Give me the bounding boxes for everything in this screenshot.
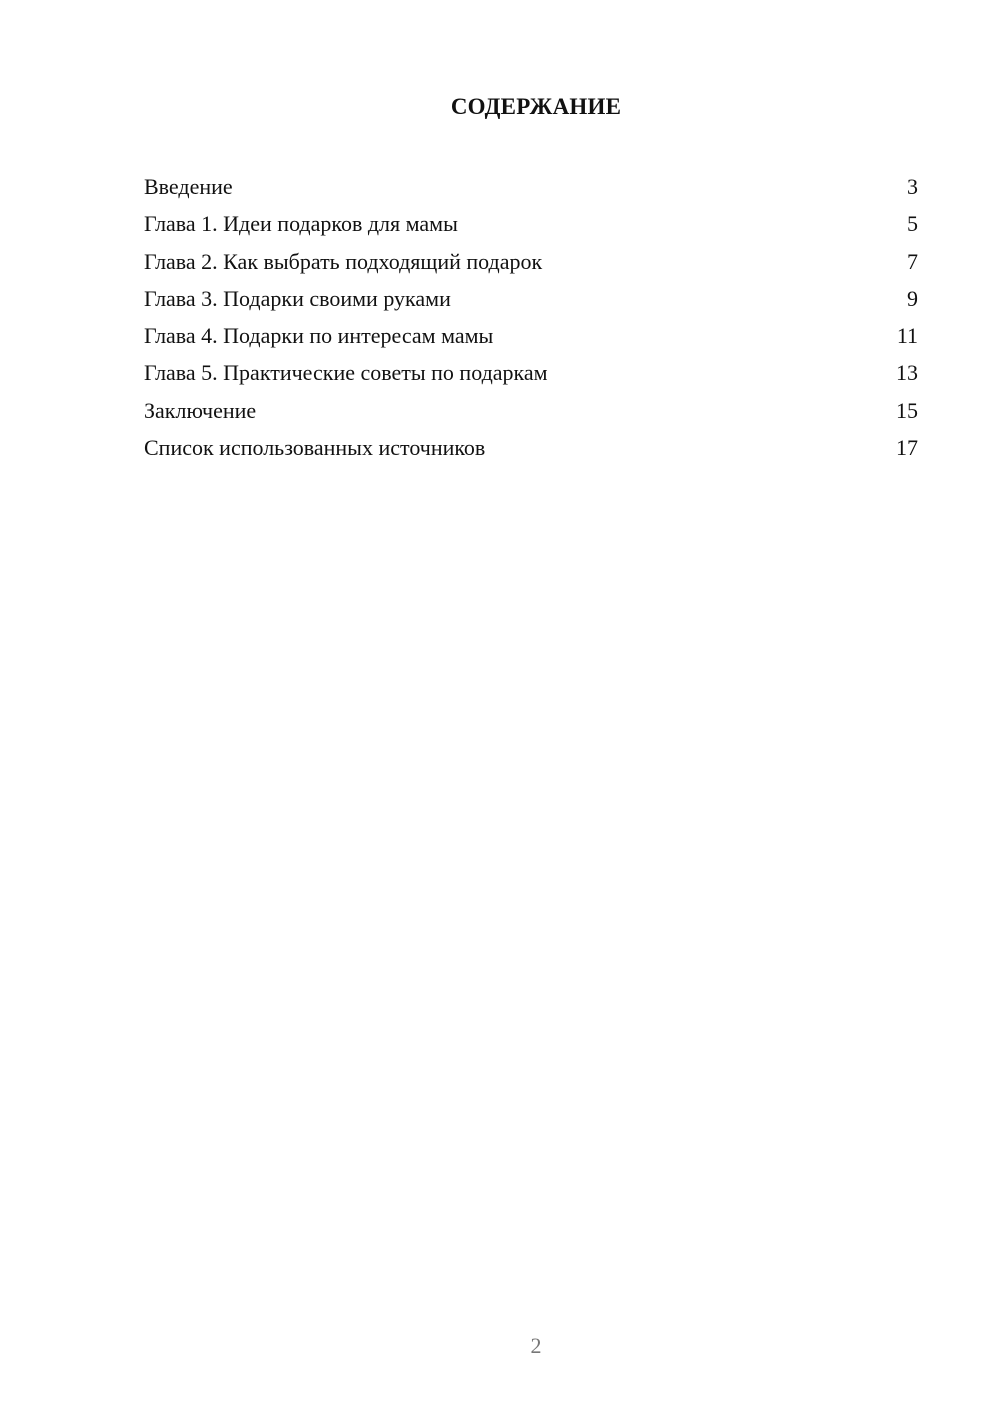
toc-entry-page: 7 [907,248,918,274]
toc-entry-chapter-4[interactable] [144,317,918,354]
toc-entry-page: 15 [896,397,918,423]
toc-entry-label: Глава 4. Подарки по интересам мамы [144,323,494,349]
toc-entry-introduction[interactable] [144,168,918,205]
toc-entry-page: 9 [907,285,918,311]
toc-entry-page: 5 [907,211,918,237]
toc-entry-label: Глава 5. Практические советы по подаркам [144,360,548,386]
toc-entry-page: 11 [896,323,918,349]
toc-entry-label: Заключение [144,397,257,423]
toc-entry-references[interactable] [144,429,918,466]
toc-entry-conclusion[interactable] [144,392,918,429]
toc-entry-label: Введение [144,174,233,199]
toc-entry-chapter-1[interactable] [144,205,918,242]
toc-entry-page: 13 [896,360,918,386]
toc-entry-label: Глава 2. Как выбрать подходящий подарок [144,248,543,274]
toc-entry-chapter-5[interactable] [144,354,918,391]
toc-entry-label: Список использованных источников [144,435,486,461]
toc-entry-chapter-3[interactable] [144,280,918,317]
toc-entry-chapter-2[interactable] [144,243,918,280]
toc-entry-page: 3 [907,174,918,199]
table-of-contents [144,168,918,466]
toc-entry-label: Глава 1. Идеи подарков для мамы [144,211,458,237]
page-number: 2 [530,1333,542,1358]
toc-entry-label: Глава 3. Подарки своими руками [144,285,451,311]
toc-entry-page: 17 [896,435,918,461]
toc-title: СОДЕРЖАНИЕ [450,94,622,119]
